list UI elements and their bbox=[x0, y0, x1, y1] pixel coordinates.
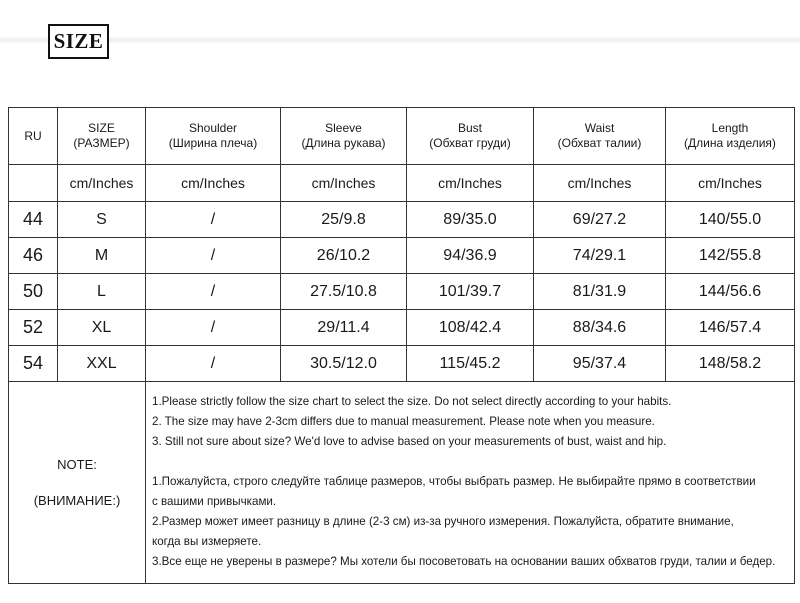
cell-length: 144/56.6 bbox=[666, 274, 795, 310]
cell-size: M bbox=[58, 238, 146, 274]
cell-bust: 94/36.9 bbox=[407, 238, 534, 274]
units-bust: cm/Inches bbox=[407, 165, 534, 202]
note-label-cell bbox=[9, 382, 146, 584]
cell-ru: 52 bbox=[9, 310, 58, 346]
header-length: Length (Длина изделия) bbox=[666, 108, 795, 165]
cell-size: XL bbox=[58, 310, 146, 346]
table-row bbox=[9, 346, 795, 382]
table-row bbox=[9, 310, 795, 346]
units-shoulder: cm/Inches bbox=[146, 165, 281, 202]
cell-size: L bbox=[58, 274, 146, 310]
units-ru bbox=[9, 165, 58, 202]
cell-sleeve: 27.5/10.8 bbox=[281, 274, 407, 310]
note-en-line: 2. The size may have 2-3cm differs due to manual measurement. Please note when you measure. bbox=[152, 415, 655, 428]
header-band bbox=[0, 36, 800, 44]
cell-sleeve: 25/9.8 bbox=[281, 202, 407, 238]
cell-sleeve: 30.5/12.0 bbox=[281, 346, 407, 382]
cell-shoulder: / bbox=[146, 310, 281, 346]
cell-ru: 50 bbox=[9, 274, 58, 310]
cell-size: S bbox=[58, 202, 146, 238]
cell-sleeve: 26/10.2 bbox=[281, 238, 407, 274]
note-ru-line: 2.Размер может имеет разницу в длине (2-3 см) из-за ручного измерения. Пожалуйста, обратите внимание, bbox=[152, 515, 734, 528]
table-row bbox=[9, 238, 795, 274]
header-shoulder: Shoulder (Ширина плеча) bbox=[146, 108, 281, 165]
header-waist: Waist (Обхват талии) bbox=[534, 108, 666, 165]
header-sleeve: Sleeve (Длина рукава) bbox=[281, 108, 407, 165]
cell-shoulder: / bbox=[146, 274, 281, 310]
cell-shoulder: / bbox=[146, 202, 281, 238]
cell-length: 148/58.2 bbox=[666, 346, 795, 382]
note-ru-line: 1.Пожалуйста, строго следуйте таблице размеров, чтобы выбрать размер. Не выбирайте прямо в соответствии bbox=[152, 475, 756, 488]
cell-bust: 101/39.7 bbox=[407, 274, 534, 310]
table-row bbox=[9, 274, 795, 310]
cell-waist: 88/34.6 bbox=[534, 310, 666, 346]
header-bust: Bust (Обхват груди) bbox=[407, 108, 534, 165]
cell-length: 142/55.8 bbox=[666, 238, 795, 274]
cell-ru: 44 bbox=[9, 202, 58, 238]
cell-length: 146/57.4 bbox=[666, 310, 795, 346]
size-chart-table bbox=[8, 107, 795, 584]
table-row bbox=[9, 202, 795, 238]
cell-waist: 95/37.4 bbox=[534, 346, 666, 382]
note-ru-line: с вашими привычками. bbox=[152, 495, 277, 508]
cell-sleeve: 29/11.4 bbox=[281, 310, 407, 346]
cell-length: 140/55.0 bbox=[666, 202, 795, 238]
units-row bbox=[9, 165, 795, 202]
cell-shoulder: / bbox=[146, 238, 281, 274]
note-en-line: 1.Please strictly follow the size chart to select the size. Do not select directly according to your habits. bbox=[152, 395, 672, 408]
cell-waist: 69/27.2 bbox=[534, 202, 666, 238]
note-label: NOTE: bbox=[57, 456, 97, 472]
cell-waist: 81/31.9 bbox=[534, 274, 666, 310]
note-label-ru: (ВНИМАНИЕ:) bbox=[33, 492, 121, 508]
units-sleeve: cm/Inches bbox=[281, 165, 407, 202]
cell-ru: 46 bbox=[9, 238, 58, 274]
cell-waist: 74/29.1 bbox=[534, 238, 666, 274]
size-title-box: SIZE bbox=[48, 24, 109, 59]
cell-size: XXL bbox=[58, 346, 146, 382]
cell-bust: 108/42.4 bbox=[407, 310, 534, 346]
note-text-cell bbox=[146, 382, 795, 584]
cell-bust: 115/45.2 bbox=[407, 346, 534, 382]
units-size: cm/Inches bbox=[58, 165, 146, 202]
note-en-line: 3. Still not sure about size? We'd love to advise based on your measurements of bust, waist and hip. bbox=[152, 435, 667, 448]
cell-shoulder: / bbox=[146, 346, 281, 382]
cell-ru: 54 bbox=[9, 346, 58, 382]
header-size: SIZE (РАЗМЕР) bbox=[58, 108, 146, 165]
note-row bbox=[9, 382, 795, 584]
note-ru-line: 3.Все еще не уверены в размере? Мы хотели бы посоветовать на основании ваших обхватов груди, талии и бедер. bbox=[152, 555, 776, 568]
header-row bbox=[9, 108, 795, 165]
cell-bust: 89/35.0 bbox=[407, 202, 534, 238]
units-waist: cm/Inches bbox=[534, 165, 666, 202]
units-length: cm/Inches bbox=[666, 165, 795, 202]
note-ru-line: когда вы измеряете. bbox=[152, 535, 262, 548]
header-ru: RU bbox=[9, 108, 58, 165]
